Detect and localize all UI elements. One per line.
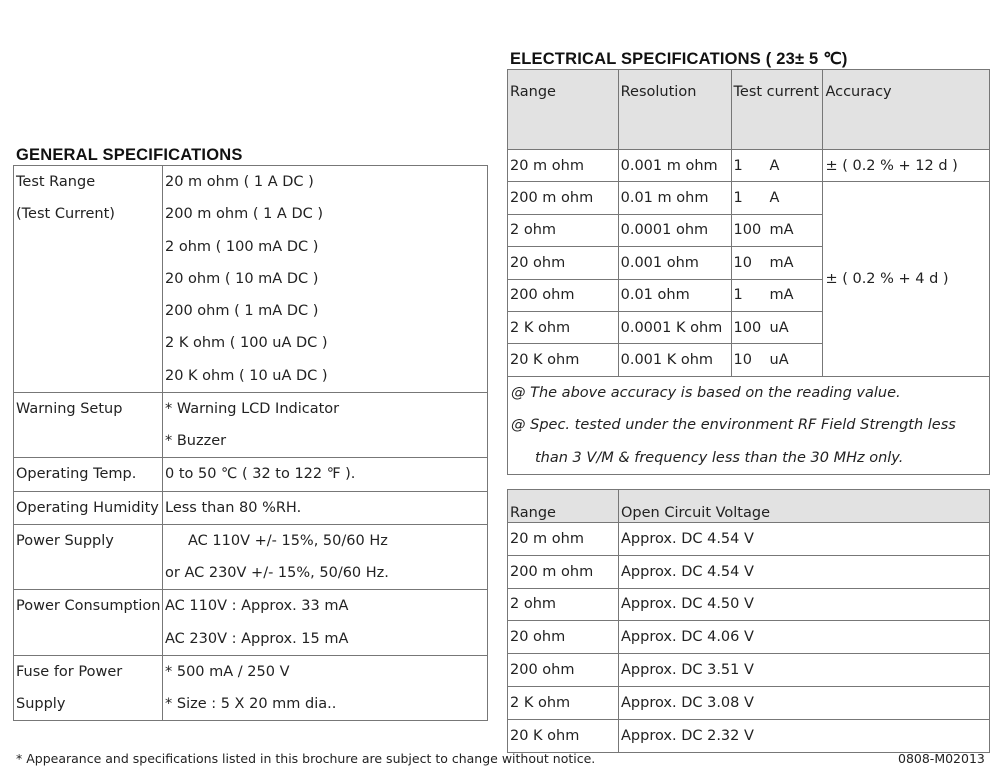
table-row bbox=[14, 590, 488, 623]
current-cell: 100 mA bbox=[731, 214, 823, 246]
table-row bbox=[14, 425, 488, 458]
current-cell: 1 A bbox=[731, 182, 823, 214]
spec-label: (Test Current) bbox=[14, 198, 163, 230]
spec-value: 20 m ohm ( 1 A DC ) bbox=[165, 174, 314, 191]
column-header: Resolution bbox=[618, 70, 731, 150]
range-cell: 2 ohm bbox=[508, 588, 619, 621]
range-cell: 20 K ohm bbox=[508, 719, 619, 752]
table-row bbox=[508, 686, 990, 719]
table-row bbox=[508, 588, 990, 621]
spec-value: * Size : 5 X 20 mm dia.. bbox=[165, 696, 337, 713]
table-header-row bbox=[508, 70, 990, 150]
environment-note-continued: than 3 V/M & frequency less than the 30 MHz only. bbox=[535, 449, 904, 466]
spec-value: AC 230V : Approx. 15 mA bbox=[165, 630, 349, 647]
range-cell: 200 ohm bbox=[508, 279, 619, 311]
column-header: Accuracy bbox=[823, 70, 990, 150]
spec-label: Warning Setup bbox=[14, 392, 163, 425]
resolution-cell: 0.001 ohm bbox=[618, 247, 731, 279]
spec-value: * 500 mA / 250 V bbox=[163, 655, 488, 688]
voltage-cell: Approx. DC 4.06 V bbox=[619, 621, 990, 654]
table-row bbox=[14, 392, 488, 425]
table-row bbox=[14, 557, 488, 590]
table-row bbox=[14, 491, 488, 524]
spec-value: 20 K ohm ( 10 uA DC ) bbox=[165, 367, 328, 384]
column-header: Range bbox=[508, 490, 619, 523]
spec-label: Operating Humidity bbox=[14, 491, 163, 524]
column-header: Open Circuit Voltage bbox=[619, 490, 990, 523]
table-row bbox=[14, 458, 488, 491]
general-specs-title: GENERAL SPECIFICATIONS bbox=[16, 146, 243, 164]
document-code: 0808-M02013 bbox=[898, 751, 985, 766]
general-specs-table bbox=[13, 165, 488, 721]
resolution-cell: 0.0001 K ohm bbox=[618, 311, 731, 343]
spec-label: Power Supply bbox=[14, 524, 163, 557]
spec-value: * Warning LCD Indicator bbox=[163, 392, 488, 425]
table-row bbox=[508, 555, 990, 588]
spec-value: 200 m ohm ( 1 A DC ) bbox=[165, 206, 323, 223]
spec-value: * Buzzer bbox=[165, 433, 227, 450]
voltage-cell: Approx. DC 3.08 V bbox=[619, 686, 990, 719]
table-row bbox=[508, 654, 990, 687]
table-row bbox=[14, 263, 488, 295]
spec-value: AC 110V +/- 15%, 50/60 Hz bbox=[163, 524, 488, 557]
electrical-specs-title: ELECTRICAL SPECIFICATIONS ( 23± 5 ℃) bbox=[510, 50, 848, 68]
table-row bbox=[14, 231, 488, 263]
spec-value: 200 ohm ( 1 mA DC ) bbox=[165, 303, 319, 320]
range-cell: 2 K ohm bbox=[508, 686, 619, 719]
environment-note: @ Spec. tested under the environment RF Field Strength less bbox=[511, 417, 956, 434]
table-row bbox=[508, 150, 990, 182]
footer-disclaimer: * Appearance and specifications listed in this brochure are subject to change without notice. bbox=[16, 751, 596, 766]
spec-value: 2 ohm ( 100 mA DC ) bbox=[165, 238, 319, 255]
range-cell: 20 m ohm bbox=[508, 523, 619, 556]
range-cell: 2 ohm bbox=[508, 214, 619, 246]
resolution-cell: 0.01 m ohm bbox=[618, 182, 731, 214]
resolution-cell: 0.0001 ohm bbox=[618, 214, 731, 246]
resolution-cell: 0.001 K ohm bbox=[618, 344, 731, 376]
accuracy-cell: ± ( 0.2 % + 4 d ) bbox=[823, 182, 990, 376]
resolution-cell: 0.001 m ohm bbox=[618, 150, 731, 182]
current-cell: 10 mA bbox=[731, 247, 823, 279]
range-cell: 20 ohm bbox=[508, 621, 619, 654]
current-cell: 10 uA bbox=[731, 344, 823, 376]
table-row bbox=[14, 295, 488, 327]
range-cell: 200 ohm bbox=[508, 654, 619, 687]
voltage-cell: Approx. DC 3.51 V bbox=[619, 654, 990, 687]
spec-value: AC 110V : Approx. 33 mA bbox=[163, 590, 488, 623]
table-row bbox=[14, 688, 488, 721]
table-row bbox=[14, 360, 488, 393]
note-row bbox=[508, 409, 990, 442]
accuracy-note: @ The above accuracy is based on the reading value. bbox=[511, 384, 901, 401]
spec-value: or AC 230V +/- 15%, 50/60 Hz. bbox=[165, 565, 389, 582]
table-row bbox=[508, 719, 990, 752]
column-header: Range bbox=[508, 70, 619, 150]
table-row bbox=[14, 655, 488, 688]
current-cell: 100 uA bbox=[731, 311, 823, 343]
spec-value: 2 K ohm ( 100 uA DC ) bbox=[165, 335, 328, 352]
range-cell: 20 ohm bbox=[508, 247, 619, 279]
range-cell: 2 K ohm bbox=[508, 311, 619, 343]
range-cell: 200 m ohm bbox=[508, 182, 619, 214]
spec-label: Supply bbox=[14, 688, 163, 721]
voltage-cell: Approx. DC 2.32 V bbox=[619, 719, 990, 752]
spec-label: Operating Temp. bbox=[14, 458, 163, 491]
table-row bbox=[508, 621, 990, 654]
voltage-cell: Approx. DC 4.54 V bbox=[619, 555, 990, 588]
range-cell: 20 m ohm bbox=[508, 150, 619, 182]
range-cell: 20 K ohm bbox=[508, 344, 619, 376]
open-circuit-voltage-table bbox=[507, 489, 990, 753]
table-row bbox=[508, 523, 990, 556]
table-row bbox=[14, 524, 488, 557]
table-header-row bbox=[508, 490, 990, 523]
note-row bbox=[508, 376, 990, 409]
spec-label: Power Consumption bbox=[14, 590, 163, 623]
voltage-cell: Approx. DC 4.54 V bbox=[619, 523, 990, 556]
spec-value: 0 to 50 ℃ ( 32 to 122 ℉ ). bbox=[163, 458, 488, 491]
accuracy-cell: ± ( 0.2 % + 12 d ) bbox=[823, 150, 990, 182]
table-row bbox=[14, 623, 488, 656]
current-cell: 1 mA bbox=[731, 279, 823, 311]
spec-label: Fuse for Power bbox=[14, 655, 163, 688]
table-row bbox=[14, 198, 488, 230]
table-row bbox=[14, 166, 488, 199]
electrical-specs-table bbox=[507, 69, 990, 475]
resolution-cell: 0.01 ohm bbox=[618, 279, 731, 311]
spec-value: Less than 80 %RH. bbox=[163, 491, 488, 524]
column-header: Test current bbox=[731, 70, 823, 150]
table-row bbox=[14, 327, 488, 359]
spec-label: Test Range bbox=[14, 166, 163, 199]
current-cell: 1 A bbox=[731, 150, 823, 182]
spec-value: 20 ohm ( 10 mA DC ) bbox=[165, 270, 319, 287]
note-row bbox=[508, 442, 990, 475]
voltage-cell: Approx. DC 4.50 V bbox=[619, 588, 990, 621]
range-cell: 200 m ohm bbox=[508, 555, 619, 588]
table-row bbox=[508, 182, 990, 214]
